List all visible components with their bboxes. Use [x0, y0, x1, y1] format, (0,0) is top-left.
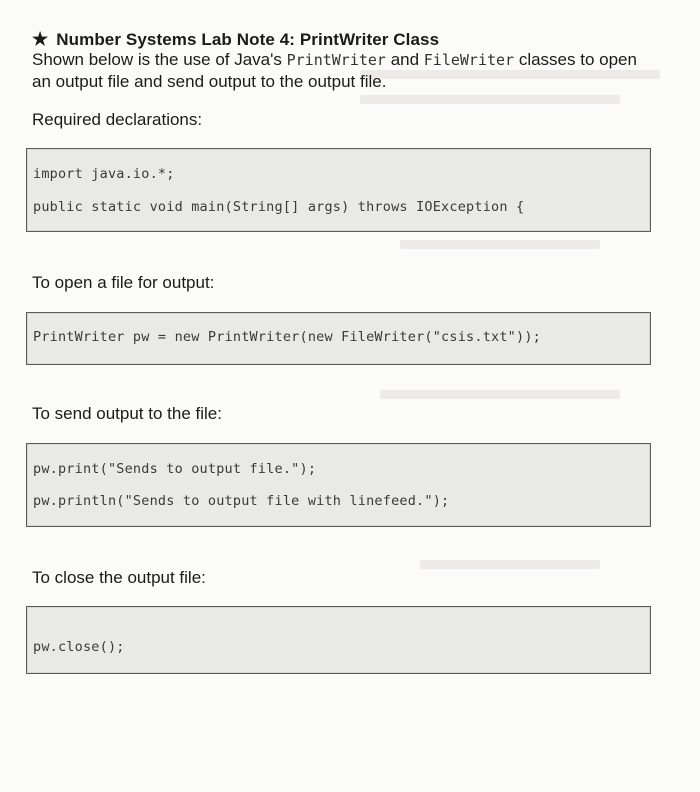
- bleed-through-mark: [420, 560, 600, 569]
- intro-code-printwriter: PrintWriter: [286, 51, 386, 69]
- section-heading-open: To open a file for output:: [32, 273, 215, 292]
- code-line: pw.println("Sends to output file with linefeed.");: [33, 493, 450, 509]
- section-heading-close: To close the output file:: [32, 568, 206, 587]
- intro-text: classes to open an output file and send output to the output file.: [32, 50, 637, 91]
- code-line: PrintWriter pw = new PrintWriter(new FileWriter("csis.txt"));: [33, 329, 541, 345]
- code-box-close: [26, 606, 651, 674]
- bleed-through-mark: [360, 95, 620, 104]
- bleed-through-mark: [400, 240, 600, 249]
- title-text: Number Systems Lab Note 4: PrintWriter Class: [56, 30, 440, 49]
- section-heading-declarations: Required declarations:: [32, 110, 203, 129]
- bleed-through-mark: [380, 390, 620, 399]
- code-line: import java.io.*;: [33, 166, 175, 182]
- code-line: pw.close();: [33, 639, 125, 655]
- intro-code-filewriter: FileWriter: [423, 51, 515, 69]
- code-box-declarations: [26, 148, 651, 232]
- code-line: public static void main(String[] args) throws IOException {: [33, 199, 525, 215]
- code-line: pw.print("Sends to output file.");: [33, 461, 317, 477]
- page-title: [32, 29, 439, 50]
- star-icon: ★: [32, 29, 49, 49]
- code-box-send: [26, 443, 651, 527]
- intro-paragraph: [32, 49, 652, 93]
- section-heading-send: To send output to the file:: [32, 404, 222, 423]
- intro-text: Shown below is the use of Java's: [32, 50, 287, 69]
- code-box-open: [26, 312, 651, 365]
- intro-text: and: [385, 50, 424, 69]
